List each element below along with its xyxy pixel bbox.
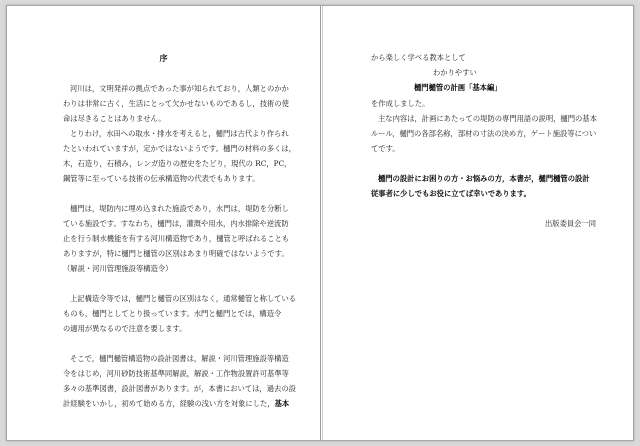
left-line-11: ありますが，特に樋門と樋管の区別はあまり明確ではないようです。 [63,249,289,258]
left-line-14: ものも，樋門としてとり扱っています。水門と樋門とでは，構造令 [63,309,282,318]
book-spread [6,5,634,441]
right-line-4: を作成しました。 [371,99,430,108]
left-line-9: ている施設です。すなわち，樋門は，灌漑や用水，内水排除や逆流防 [63,219,289,228]
left-line-8: 樋門は，堤防内に埋め込まれた施設であり，水門は，堤防を分断し [70,204,289,213]
right-line-7: てです。 [371,144,400,153]
left-line-19-bold: 基本 [274,399,290,408]
left-line-1: 河川は，文明発祥の拠点であった事が知られており，人類とのかか [70,84,289,93]
left-line-18: 多々の基準図書，設計図書があります。が，本書においては，過去の設 [63,384,296,393]
page-gutter [320,6,321,440]
right-page [323,6,633,440]
right-line-6: ルール，樋門の各部名称，部材の寸法の決め方，ゲート施設等につい [371,129,597,138]
left-line-19-text: 計経験をいかし，初めて始める方，経験の浅い方を対象にした， [63,399,275,408]
right-line-5: 主な内容は，計画にあたっての堤防の専門用語の説明，樋門の基本 [378,114,597,123]
right-line-1: から楽しく学べる教本として [371,53,466,62]
left-line-13: 上記構造令等では，樋門と樋管の区別はなく，通常樋管と称している [70,294,297,303]
left-line-3: 命は尽きることはありません。 [63,114,166,123]
right-signature: 出版委員会一同 [545,219,597,228]
right-line-9: 従事者に少しでもお役に立てば幸いであります。 [371,189,531,198]
left-line-5: たといわれていますが，定かではないようです。樋門の材料の多くは， [63,144,296,153]
preface-heading: 序 [159,53,168,63]
left-line-12: （解説・河川管理施設等構造令） [63,264,173,273]
left-line-4: とりわけ，水田への取水・排水を考えると，樋門は古代より作られ [70,129,289,138]
left-line-19 [63,397,289,412]
left-line-7: 鋼管等に至っている技術の伝承構造物の代表でもあります。 [63,174,260,183]
left-line-17: 令をはじめ，河川砂防技術基準同解説，解説・工作物設置許可基準等 [63,369,289,378]
right-line-3: 樋門樋管の計画「基本編」 [414,83,502,92]
right-line-2: わかりやすい [433,68,477,77]
left-page [7,6,320,440]
left-line-6: 木，石造り，石積み，レンガ造りの歴史をたどり，現代の RC，PC， [63,159,292,168]
left-line-16: そこで，樋門樋管構造物の設計図書は，解説・河川管理施設等構造 [70,354,289,363]
left-line-10: 止を行う制水機能を有する河川構造物であり，樋管と呼ばれることも [63,234,290,243]
left-line-2: わりは非常に古く，生活にとって欠かせないものであるし，技術の使 [63,99,289,108]
left-line-15: の適用が異なるので注意を要します。 [63,324,187,333]
right-line-8: 樋門の設計にお困りの方・お悩みの方，本書が，樋門樋管の設計 [378,174,590,183]
